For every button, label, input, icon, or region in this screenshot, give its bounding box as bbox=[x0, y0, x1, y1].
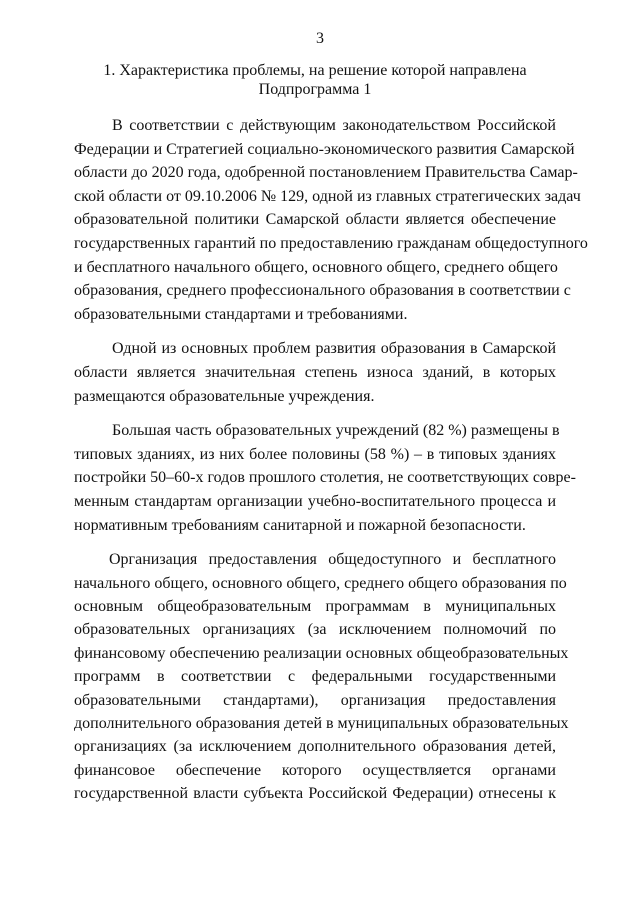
paragraph-line: образования, среднего профессионального образования в соответствии с bbox=[74, 282, 571, 300]
paragraph-line: государственной власти субъекта Российской Федерации) отнесены к bbox=[74, 785, 556, 803]
paragraph-line: дополнительного образования детей в муниципальных образовательных bbox=[74, 714, 569, 732]
paragraph-line: образовательной политики Самарской области является обеспечение bbox=[74, 211, 556, 229]
paragraph-line: основным общеобразовательным программам в муниципальных bbox=[74, 597, 556, 615]
paragraph-line: размещаются образовательные учреждения. bbox=[74, 387, 375, 405]
paragraph-typical-buildings bbox=[74, 419, 576, 537]
paragraph-line: программ в соответствии с федеральными государственными bbox=[74, 668, 556, 686]
paragraph-organization bbox=[74, 548, 569, 805]
paragraph-line: нормативным требованиям санитарной и пожарной безопасности. bbox=[74, 516, 526, 534]
heading-line: 1. Характеристика проблемы, на решение которой направлена bbox=[103, 62, 527, 79]
paragraph-line: области до 2020 года, одобренной постановлением Правительства Самар- bbox=[74, 164, 578, 182]
paragraph-line: менным стандартам организации учебно-воспитательного процесса и bbox=[74, 492, 556, 510]
paragraph-line: типовых зданиях, из них более половины (58 %) – в типовых зданиях bbox=[74, 445, 556, 463]
paragraph-line: Одной из основных проблем развития образования в Самарской bbox=[112, 340, 556, 358]
paragraph-line: финансовое обеспечение которого осуществляется органами bbox=[74, 761, 556, 779]
paragraph-line: образовательными стандартами), организация предоставления bbox=[74, 691, 556, 709]
paragraph-strategy bbox=[74, 114, 588, 326]
paragraph-line: Федерации и Стратегией социально-экономического развития Самарской bbox=[74, 140, 575, 158]
paragraph-line: Большая часть образовательных учреждений (82 %) размещены в bbox=[112, 422, 560, 440]
paragraph-line: постройки 50–60-х годов прошлого столетия, не соответствующих совре- bbox=[74, 469, 576, 487]
paragraph-line: финансовому обеспечению реализации основных общеобразовательных bbox=[74, 644, 569, 662]
paragraph-line: Организация предоставления общедоступного и бесплатного bbox=[109, 551, 556, 569]
heading-line: Подпрограмма 1 bbox=[258, 81, 372, 98]
paragraph-line: В соответствии с действующим законодательством Российской bbox=[112, 117, 556, 134]
paragraph-line: области является значительная степень износа зданий, в которых bbox=[74, 363, 556, 381]
section-heading bbox=[74, 61, 556, 99]
paragraph-line: образовательными стандартами и требованиями. bbox=[74, 305, 408, 323]
paragraph-line: ской области от 09.10.2006 № 129, одной из главных стратегических задач bbox=[74, 187, 581, 205]
paragraph-line: начального общего, основного общего, среднего общего образования по bbox=[74, 574, 567, 592]
paragraph-line: организациях (за исключением дополнительного образования детей, bbox=[74, 738, 556, 756]
page-number: 3 bbox=[316, 30, 324, 47]
paragraph-line: государственных гарантий по предоставлению гражданам общедоступного bbox=[74, 234, 588, 252]
document-body bbox=[74, 114, 588, 806]
paragraph-buildings-wear bbox=[74, 337, 556, 408]
paragraph-line: и бесплатного начального общего, основного общего, среднего общего bbox=[74, 258, 558, 276]
paragraph-line: образовательных организациях (за исключением полномочий по bbox=[74, 621, 556, 639]
